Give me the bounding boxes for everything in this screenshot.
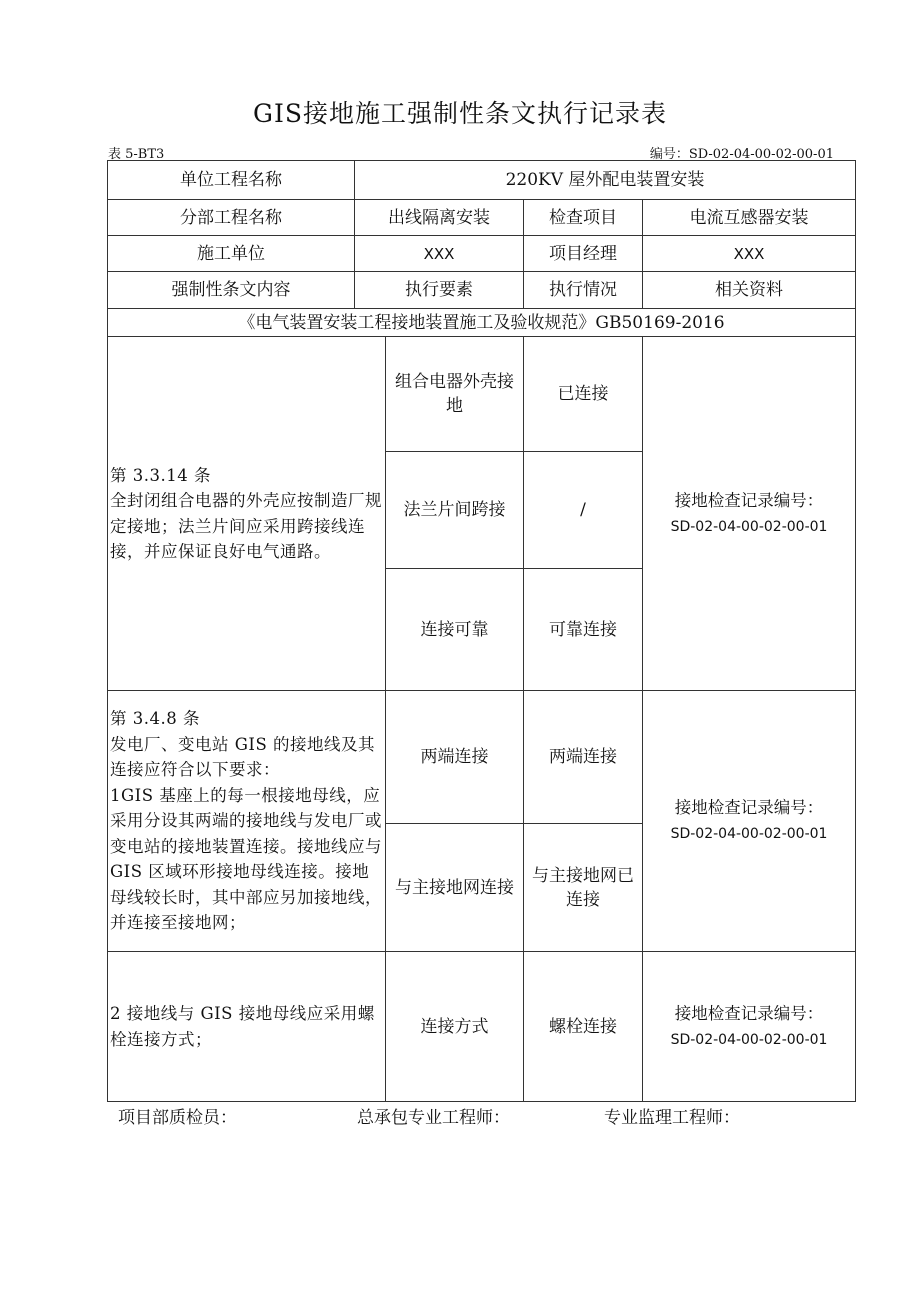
element-cell: 连接方式: [386, 952, 524, 1102]
column-header-content: 强制性条文内容: [108, 272, 355, 309]
standard-reference: 《电气装置安装工程接地装置施工及验收规范》GB50169-2016: [108, 309, 856, 337]
unit-project-label: 单位工程名称: [108, 161, 355, 200]
unit-project-value: 220KV 屋外配电装置安装: [355, 161, 856, 200]
signature-general-engineer: 总承包专业工程师：: [357, 1108, 510, 1128]
record-table: [107, 160, 856, 1102]
page-title: GIS接地施工强制性条文执行记录表: [253, 99, 667, 128]
column-header-status: 执行情况: [524, 272, 643, 309]
status-cell: 可靠连接: [524, 569, 643, 691]
reference-label: 接地检查记录编号：: [674, 798, 824, 817]
reference-code: SD-02-04-00-02-00-01: [670, 518, 828, 535]
element-cell: 组合电器外壳接地: [386, 337, 524, 452]
signature-inspector: 项目部质检员：: [118, 1108, 237, 1128]
column-header-docs: 相关资料: [643, 272, 856, 309]
clause-text: 发电厂、变电站 GIS 的接地线及其连接应符合以下要求：: [110, 734, 375, 780]
table-number: 表 5-BT3: [108, 147, 165, 162]
clause-number: 第 3.3.14 条: [110, 465, 211, 485]
reference-label: 接地检查记录编号：: [674, 490, 824, 510]
clause-item-2: 2 接地线与 GIS 接地母线应采用螺栓连接方式；: [108, 952, 386, 1102]
status-cell: 已连接: [524, 337, 643, 452]
element-cell: 法兰片间跨接: [386, 452, 524, 569]
column-header-element: 执行要素: [355, 272, 524, 309]
reference-code: SD-02-04-00-02-00-01: [670, 1031, 828, 1048]
clause-3-3-14: [108, 337, 386, 691]
signature-supervisor: 专业监理工程师：: [604, 1108, 740, 1128]
clause-text: 全封闭组合电器的外壳应按制造厂规定接地；法兰片间应采用跨接线连接，并应保证良好电气通路。: [110, 491, 382, 561]
reference-cell: [643, 691, 856, 952]
element-cell: 两端连接: [386, 691, 524, 824]
construction-unit-label: 施工单位: [108, 236, 355, 272]
clause-item-1: 1GIS 基座上的每一根接地母线，应采用分设其两端的接地线与发电厂或变电站的接地装置连接。接地线应与 GIS 区域环形接地母线连接。接地母线较长时，其中部应另加接地线，并连接至接地网；: [110, 785, 382, 933]
clause-3-4-8: [108, 691, 386, 952]
sub-project-value: 出线隔离安装: [355, 200, 524, 236]
reference-code: SD-02-04-00-02-00-01: [670, 826, 828, 842]
reference-cell: [643, 337, 856, 691]
construction-unit-value: XXX: [355, 236, 524, 272]
status-cell: 螺栓连接: [524, 952, 643, 1102]
check-item-label: 检查项目: [524, 200, 643, 236]
clause-number: 第 3.4.8 条: [110, 709, 200, 729]
reference-label: 接地检查记录编号：: [674, 1003, 824, 1023]
sub-project-label: 分部工程名称: [108, 200, 355, 236]
project-manager-value: XXX: [643, 236, 856, 272]
reference-cell: [643, 952, 856, 1102]
element-cell: 与主接地网连接: [386, 824, 524, 952]
status-cell: /: [524, 452, 643, 569]
check-item-value: 电流互感器安装: [643, 200, 856, 236]
project-manager-label: 项目经理: [524, 236, 643, 272]
element-cell: 连接可靠: [386, 569, 524, 691]
status-cell: 与主接地网已连接: [524, 824, 643, 952]
status-cell: 两端连接: [524, 691, 643, 824]
document-number: 编号：SD-02-04-00-02-00-01: [649, 147, 834, 162]
